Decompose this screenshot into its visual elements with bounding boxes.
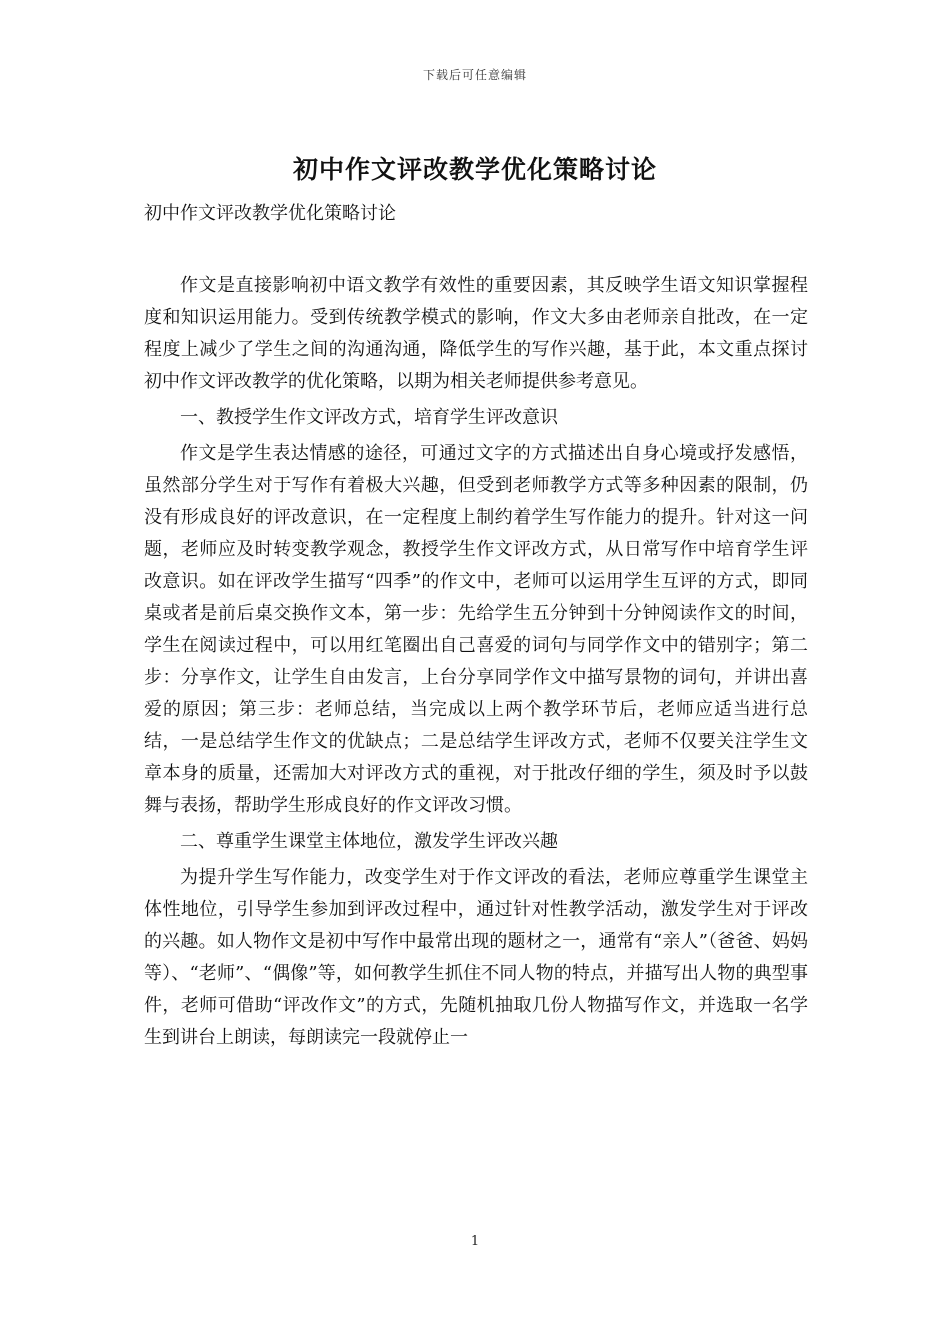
header-note: 下载后可任意编辑 bbox=[422, 68, 527, 82]
intro-paragraph: 作文是直接影响初中语文教学有效性的重要因素，其反映学生语文知识掌握程度和知识运用能力。受到传统教学模式的影响，作文大多由老师亲自批改，在一定程度上减少了学生之间的沟通沟通，降低学生的写作兴趣，基于此，本文重点探讨初中作文评改教学的优化策略，以期为相关老师提供参考意见。 bbox=[144, 275, 808, 392]
document-title: 初中作文评改教学优化策略讨论 bbox=[292, 155, 657, 184]
section-heading-1: 一、教授学生作文评改方式，培育学生评改意识 bbox=[180, 407, 558, 428]
section-1-paragraph: 作文是学生表达情感的途径，可通过文字的方式描述出自身心境或抒发感悟，虽然部分学生对于写作有着极大兴趣，但受到老师教学方式等多种因素的限制，仍没有形成良好的评改意识，在一定程度上制约着学生写作能力的提升。针对这一问题，老师应及时转变教学观念，教授学生作文评改方式，从日常写作中培育学生评改意识。如在评改学生描写“四季”的作文中，老师可以运用学生互评的方式，即同桌或者是前后桌交换作文本，第一步：先给学生五分钟到十分钟阅读作文的时间，学生在阅读过程中，可以用红笔圈出自己喜爱的词句与同学作文中的错别字；第二步：分享作文，让学生自由发言，上台分享同学作文中描写景物的词句，并讲出喜爱的原因；第三步：老师总结，当完成以上两个教学环节后，老师应适当进行总结，一是总结学生作文的优缺点；二是总结学生评改方式，老师不仅要关注学生文章本身的质量，还需加大对评改方式的重视，对于批改仔细的学生，须及时予以鼓舞与表扬，帮助学生形成良好的作文评改习惯。 bbox=[144, 443, 808, 816]
page-number: 1 bbox=[470, 1234, 480, 1249]
section-2-paragraph: 为提升学生写作能力，改变学生对于作文评改的看法，老师应尊重学生课堂主体性地位，引导学生参加到评改过程中，通过针对性教学活动，激发学生对于评改的兴趣。如人物作文是初中写作中最常出现的题材之一，通常有“亲人”（爸爸、妈妈等）、“老师”、“偶像”等，如何教学生抓住不同人物的特点，并描写出人物的典型事件，老师可借助“评改作文”的方式，先随机抽取几份人物描写作文，并选取一名学生到讲台上朗读，每朗读完一段就停止一 bbox=[144, 867, 808, 1048]
document-subtitle: 初中作文评改教学优化策略讨论 bbox=[144, 203, 396, 224]
document-body bbox=[144, 270, 808, 1054]
section-heading-2: 二、尊重学生课堂主体地位，激发学生评改兴趣 bbox=[180, 831, 558, 852]
